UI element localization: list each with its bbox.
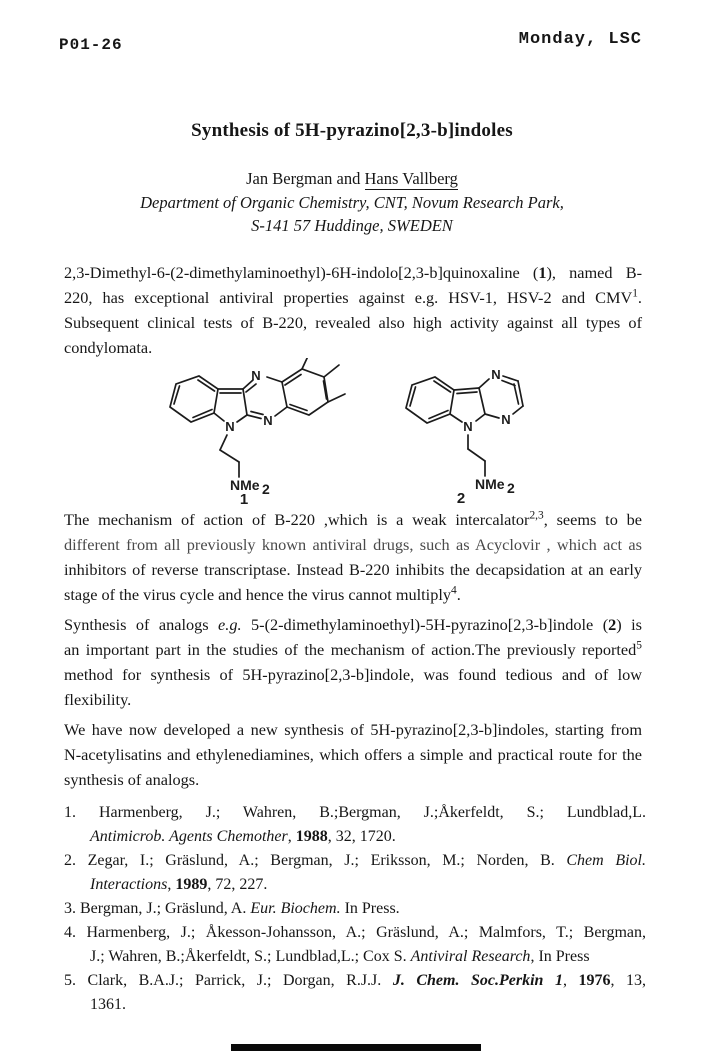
- reference-line: J.; Wahren, B.;Åkerfeldt, S.; Lundblad,L.; Cox S. Antiviral Research, In Press: [90, 948, 590, 965]
- text-line: an important part in the studies of the mechanism of action.The previously reported$^5$: [64, 639, 642, 659]
- text-line: synthesis of analogs.: [64, 770, 200, 789]
- structure-2-drawing: [388, 358, 578, 510]
- reference-item-4: [64, 921, 646, 969]
- text-line: stage of the virus cycle and hence the virus cannot multiply$^4$.: [64, 584, 461, 604]
- text-line: flexibility.: [64, 690, 132, 709]
- structure-1-drawing: [148, 358, 398, 510]
- paragraph-4: [64, 717, 642, 792]
- nitrogen-label: N: [501, 412, 511, 427]
- paragraph-2: [64, 507, 642, 607]
- reference-item-5: [64, 969, 646, 1017]
- chemical-structure-2: [388, 358, 578, 515]
- text-line: We have now developed a new synthesis of 5H-pyrazino[2,3-b]indoles, starting from: [64, 720, 642, 739]
- poster-number: P01-26: [59, 36, 123, 54]
- text-line: Synthesis of analogs e.g. 5-(2-dimethylaminoethyl)-5H-pyrazino[2,3-b]indole (2) is: [64, 615, 642, 634]
- compound-number-label: 1: [239, 491, 249, 508]
- affiliation-line-1: Department of Organic Chemistry, CNT, Novum Research Park,: [140, 193, 564, 212]
- text-line: different from all previously known antiviral drugs, such as Acyclovir , which act as: [64, 535, 642, 554]
- paragraph-1: [64, 260, 642, 360]
- reference-line: 1361.: [90, 996, 126, 1013]
- nitrogen-label: N: [225, 419, 235, 434]
- nitrogen-label: N: [491, 367, 501, 382]
- reference-line: Antimicrob. Agents Chemother, 1988, 32, 1720.: [90, 828, 396, 845]
- author-1: Jan Bergman and: [246, 169, 365, 188]
- reference-item-3: [64, 897, 646, 921]
- reference-line: 1. Harmenberg, J.; Wahren, B.;Bergman, J.;Åkerfeldt, S.; Lundblad,L.: [64, 804, 646, 821]
- text-line: 220, has exceptional antiviral properties against e.g. HSV-1, HSV-2 and CMV$^1$.: [64, 287, 642, 307]
- reference-line: Interactions, 1989, 72, 227.: [90, 876, 268, 893]
- author-2-underlined: Hans Vallberg: [364, 169, 458, 188]
- reference-line: 5. Clark, B.A.J.; Parrick, J.; Dorgan, R.J.J. J. Chem. Soc.Perkin 1, 1976, 13,: [64, 972, 647, 989]
- text-line: The mechanism of action of B-220 ,which is a weak intercalator$^{2,3}$, seems to be: [64, 509, 642, 529]
- amine-label: NMe: [475, 476, 505, 492]
- session-label: Monday, LSC: [518, 30, 642, 49]
- nitrogen-label: N: [263, 413, 273, 428]
- reference-line: 4. Harmenberg, J.; Åkesson-Johansson, A.; Gräslund, A.; Malmfors, T.; Bergman,: [64, 924, 646, 941]
- amine-subscript: 2: [507, 480, 515, 496]
- compound-number-label: 2: [456, 490, 466, 507]
- nitrogen-label: N: [251, 368, 261, 383]
- text-line: inhibitors of reverse transcriptase. Instead B-220 inhibits the decapsidation at an early: [64, 560, 642, 579]
- amine-label: NMe: [230, 477, 260, 493]
- affiliation-line-2: S-141 57 Huddinge, SWEDEN: [251, 216, 453, 235]
- paragraph-3: [64, 612, 642, 712]
- references-list: [64, 801, 646, 1017]
- text-line: N-acetylisatins and ethylenediamines, which offers a simple and practical route for the: [64, 745, 642, 764]
- paper-title: Synthesis of 5H-pyrazino[2,3-b]indoles: [191, 120, 513, 141]
- reference-item-1: [64, 801, 646, 849]
- scan-artifact-bar: [231, 1044, 481, 1051]
- text-line: method for synthesis of 5H-pyrazino[2,3-b]indole, was found tedious and of low: [64, 665, 642, 684]
- reference-line: 2. Zegar, I.; Gräslund, A.; Bergman, J.; Eriksson, M.; Norden, B. Chem Biol.: [64, 852, 646, 869]
- chemical-structures-figure: [0, 358, 704, 508]
- reference-line: 3. Bergman, J.; Gräslund, A. Eur. Biochem. In Press.: [64, 900, 400, 917]
- abstract-body: [64, 507, 642, 792]
- text-line: condylomata.: [64, 338, 153, 357]
- chemical-structure-1: [148, 358, 398, 515]
- reference-item-2: [64, 849, 646, 897]
- authors-line: [0, 169, 704, 189]
- text-line: 2,3-Dimethyl-6-(2-dimethylaminoethyl)-6H-indolo[2,3-b]quinoxaline (1), named B-: [64, 263, 642, 282]
- nitrogen-label: N: [463, 419, 473, 434]
- amine-subscript: 2: [262, 481, 270, 497]
- text-line: Subsequent clinical tests of B-220, revealed also high activity against all types of: [64, 313, 642, 332]
